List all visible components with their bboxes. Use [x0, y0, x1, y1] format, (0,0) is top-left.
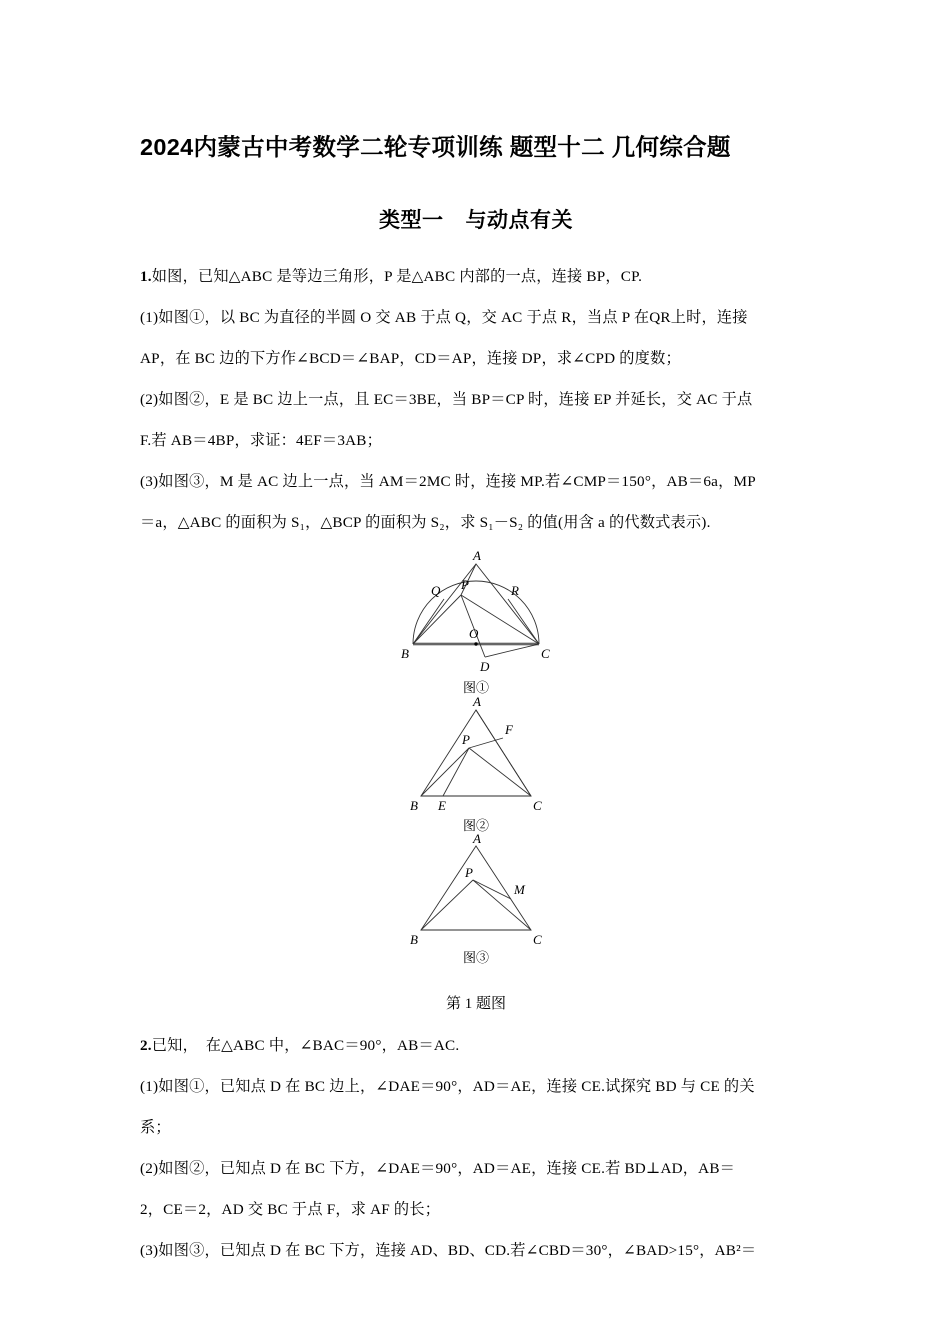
q2-part1-line1: (1)如图①，已知点 D 在 BC 边上，∠DAE＝90°，AD＝AE，连接 CE.试探究 BD 与 CE 的关	[140, 1078, 755, 1095]
q1-part3-line2: ＝a，△ABC 的面积为 S₁，△BCP 的面积为 S₂，求 S₁－S₂ 的值(用含 a 的代数式表示).	[140, 514, 711, 531]
figure-1-diagram	[381, 551, 571, 676]
q1-part2-line2: F.若 AB＝4BP，求证：4EF＝3AB；	[140, 432, 383, 449]
figure-1-label-B: B	[401, 646, 409, 661]
figure-1-label-C: C	[541, 646, 550, 661]
q2-part1-line2: 系；	[140, 1119, 171, 1136]
q2-stem-text: 已知， 在△ABC 中，∠BAC＝90°，AB＝AC.	[151, 1037, 460, 1054]
q1-number: 1.	[140, 268, 152, 285]
figure-2-label-C: C	[533, 798, 542, 813]
point-O-dot	[474, 642, 477, 645]
figure-1-label-D: D	[480, 659, 490, 674]
figure-3-diagram	[381, 834, 571, 946]
figure-2-wrap	[381, 696, 571, 834]
figure-1-wrap	[381, 551, 571, 696]
q1-stem-line	[140, 256, 812, 297]
figure-2-label-B: B	[410, 798, 418, 813]
q1-part2-line1: (2)如图②，E 是 BC 边上一点，且 EC＝3BE，当 BP＝CP 时，连接 EP 并延长，交 AC 于点	[140, 391, 753, 408]
q2-stem-line	[140, 1025, 812, 1066]
figure-2-caption: 图②	[462, 818, 489, 833]
figure-2-label-A: A	[473, 696, 481, 709]
segment-CR	[508, 599, 539, 644]
segment-DC	[485, 644, 539, 657]
figure-1-label-P: P	[461, 577, 469, 592]
figure-1-label-R: R	[511, 583, 519, 598]
figure-2-label-P: P	[462, 732, 470, 747]
section-heading	[140, 162, 812, 234]
figure-3-label-P: P	[465, 865, 473, 880]
figure-2-label-E: E	[438, 798, 446, 813]
page-title: 2024内蒙古中考数学二轮专项训练 题型十二 几何综合题	[140, 134, 731, 160]
figure-3-caption: 图③	[462, 950, 489, 965]
figure-3-label-A: A	[473, 834, 481, 846]
question-1-block	[140, 234, 812, 543]
q1-part1-line1: (1)如图①，以 BC 为直径的半圆 O 交 AB 于点 Q，交 AC 于点 R，当点 P 在QR上时，连接	[140, 309, 748, 326]
page-content	[140, 0, 812, 1271]
section-heading-left: 类型一	[379, 209, 444, 232]
figure-3-wrap	[381, 834, 571, 966]
q1-stem-text: 如图，已知△ABC 是等边三角形，P 是△ABC 内部的一点，连接 BP，CP.	[151, 268, 643, 285]
figure-1-label-Q: Q	[431, 583, 441, 598]
q2-part2-line2: 2，CE＝2，AD 交 BC 于点 F，求 AF 的长；	[140, 1201, 441, 1218]
q1-part3-line1: (3)如图③，M 是 AC 边上一点，当 AM＝2MC 时，连接 MP.若∠CMP＝150°，AB＝6a，MP	[140, 473, 756, 490]
figure-1-label-A: A	[473, 551, 481, 563]
figure-3-label-M: M	[514, 882, 525, 897]
section-heading-right: 与动点有关	[465, 209, 573, 232]
question-1-master-caption: 第 1 题图	[445, 996, 506, 1012]
segment-BQ	[413, 599, 444, 644]
figure-1-caption: 图①	[462, 680, 489, 695]
segment-CP-fig2	[469, 748, 531, 796]
figure-2-label-F: F	[505, 722, 513, 737]
question-2-block	[140, 1025, 812, 1271]
q1-part1-line2: AP，在 BC 边的下方作∠BCD＝∠BAP，CD＝AP，连接 DP，求∠CPD 的度数；	[140, 350, 681, 367]
segment-BP-fig2	[421, 748, 469, 796]
figure-2-diagram	[381, 696, 571, 814]
segment-AC-fig2	[476, 710, 531, 796]
segment-BP	[413, 595, 461, 644]
figure-1-label-O: O	[469, 626, 479, 641]
q2-part3-line1: (3)如图③，已知点 D 在 BC 下方，连接 AD、BD、CD.若∠CBD＝30°，∠BAD>15°，AB²＝	[140, 1242, 757, 1259]
figure-3-label-C: C	[533, 932, 542, 946]
q2-number: 2.	[140, 1037, 152, 1054]
figure-3-label-B: B	[410, 932, 418, 946]
q2-part2-line1: (2)如图②，已知点 D 在 BC 下方，∠DAE＝90°，AD＝AE，连接 CE.若 BD⊥AD，AB＝	[140, 1160, 736, 1177]
question-1-figures	[140, 543, 812, 1025]
segment-PF	[469, 738, 503, 748]
segment-BP-fig3	[421, 880, 473, 930]
